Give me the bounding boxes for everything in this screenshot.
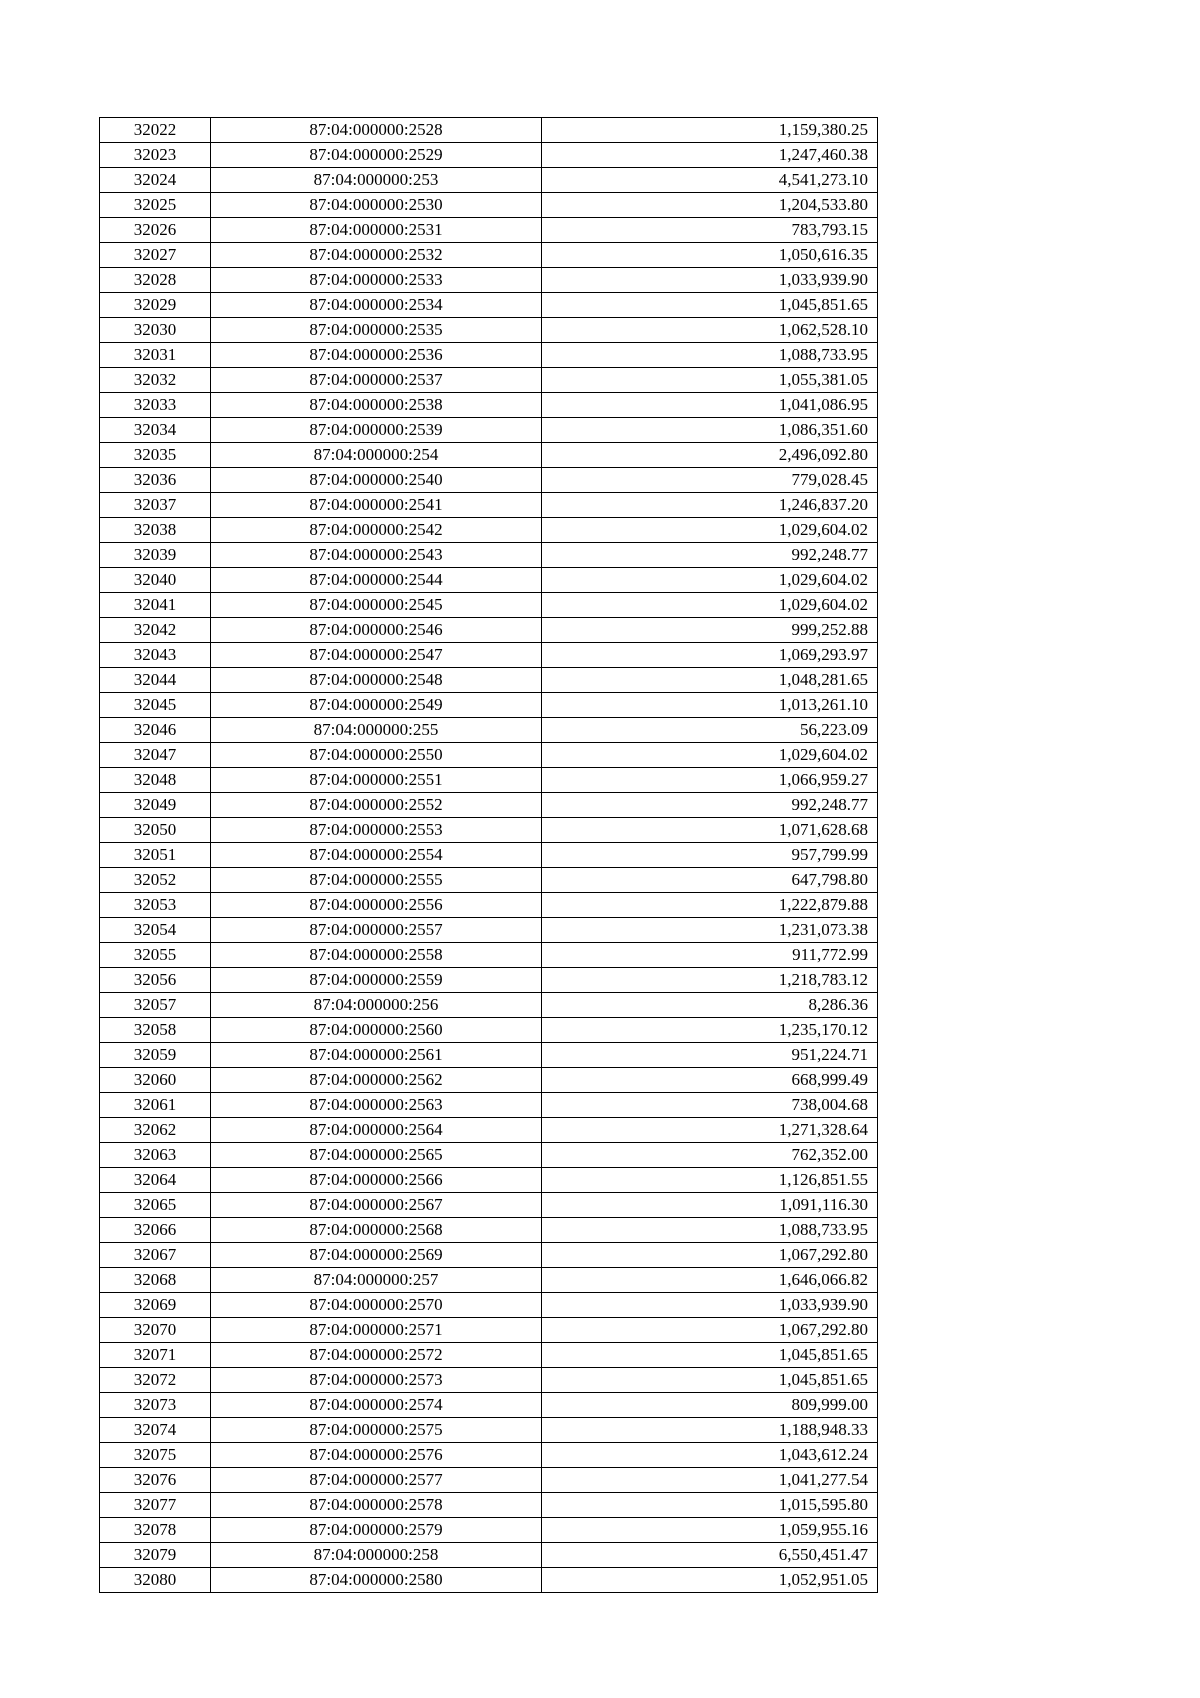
- row-number-cell: 32057: [100, 993, 211, 1018]
- cadastral-number-cell: 87:04:000000:2559: [211, 968, 542, 993]
- table-row: [100, 1418, 878, 1443]
- row-number-cell: 32037: [100, 493, 211, 518]
- cadastral-number-cell: 87:04:000000:256: [211, 993, 542, 1018]
- value-cell: 1,222,879.88: [542, 893, 878, 918]
- row-number-cell: 32041: [100, 593, 211, 618]
- row-number-cell: 32038: [100, 518, 211, 543]
- value-cell: 1,088,733.95: [542, 1218, 878, 1243]
- value-cell: 1,188,948.33: [542, 1418, 878, 1443]
- value-cell: 1,048,281.65: [542, 668, 878, 693]
- value-cell: 1,045,851.65: [542, 1343, 878, 1368]
- row-number-cell: 32075: [100, 1443, 211, 1468]
- row-number-cell: 32073: [100, 1393, 211, 1418]
- row-number-cell: 32062: [100, 1118, 211, 1143]
- table-row: [100, 268, 878, 293]
- table-row: [100, 1343, 878, 1368]
- cadastral-number-cell: 87:04:000000:2580: [211, 1568, 542, 1593]
- table-row: [100, 218, 878, 243]
- row-number-cell: 32045: [100, 693, 211, 718]
- value-cell: 1,033,939.90: [542, 268, 878, 293]
- cadastral-number-cell: 87:04:000000:2540: [211, 468, 542, 493]
- cadastral-number-cell: 87:04:000000:2547: [211, 643, 542, 668]
- value-cell: 6,550,451.47: [542, 1543, 878, 1568]
- cadastral-number-cell: 87:04:000000:2545: [211, 593, 542, 618]
- row-number-cell: 32044: [100, 668, 211, 693]
- cadastral-number-cell: 87:04:000000:2570: [211, 1293, 542, 1318]
- value-cell: 1,041,086.95: [542, 393, 878, 418]
- row-number-cell: 32036: [100, 468, 211, 493]
- cadastral-number-cell: 87:04:000000:2542: [211, 518, 542, 543]
- row-number-cell: 32043: [100, 643, 211, 668]
- row-number-cell: 32076: [100, 1468, 211, 1493]
- value-cell: 1,126,851.55: [542, 1168, 878, 1193]
- cadastral-number-cell: 87:04:000000:2578: [211, 1493, 542, 1518]
- row-number-cell: 32040: [100, 568, 211, 593]
- table-row: [100, 393, 878, 418]
- row-number-cell: 32032: [100, 368, 211, 393]
- table-row: [100, 193, 878, 218]
- table-row: [100, 143, 878, 168]
- cadastral-number-cell: 87:04:000000:2539: [211, 418, 542, 443]
- cadastral-number-cell: 87:04:000000:2548: [211, 668, 542, 693]
- cadastral-number-cell: 87:04:000000:258: [211, 1543, 542, 1568]
- row-number-cell: 32078: [100, 1518, 211, 1543]
- row-number-cell: 32060: [100, 1068, 211, 1093]
- table-row: [100, 768, 878, 793]
- row-number-cell: 32068: [100, 1268, 211, 1293]
- value-cell: 647,798.80: [542, 868, 878, 893]
- row-number-cell: 32070: [100, 1318, 211, 1343]
- cadastral-number-cell: 87:04:000000:2535: [211, 318, 542, 343]
- table-row: [100, 1293, 878, 1318]
- row-number-cell: 32063: [100, 1143, 211, 1168]
- value-cell: 1,045,851.65: [542, 1368, 878, 1393]
- cadastral-number-cell: 87:04:000000:2555: [211, 868, 542, 893]
- row-number-cell: 32056: [100, 968, 211, 993]
- value-cell: 1,050,616.35: [542, 243, 878, 268]
- table-row: [100, 1443, 878, 1468]
- value-cell: 992,248.77: [542, 793, 878, 818]
- cadastral-number-cell: 87:04:000000:257: [211, 1268, 542, 1293]
- cadastral-number-cell: 87:04:000000:2528: [211, 118, 542, 143]
- table-row: [100, 243, 878, 268]
- table-row: [100, 693, 878, 718]
- table-row: [100, 793, 878, 818]
- table-row: [100, 843, 878, 868]
- table-row: [100, 1318, 878, 1343]
- value-cell: 1,646,066.82: [542, 1268, 878, 1293]
- value-cell: 1,218,783.12: [542, 968, 878, 993]
- cadastral-number-cell: 87:04:000000:2536: [211, 343, 542, 368]
- cadastral-number-cell: 87:04:000000:2565: [211, 1143, 542, 1168]
- value-cell: 738,004.68: [542, 1093, 878, 1118]
- row-number-cell: 32023: [100, 143, 211, 168]
- value-cell: 1,052,951.05: [542, 1568, 878, 1593]
- table-row: [100, 443, 878, 468]
- row-number-cell: 32022: [100, 118, 211, 143]
- value-cell: 4,541,273.10: [542, 168, 878, 193]
- cadastral-number-cell: 87:04:000000:2573: [211, 1368, 542, 1393]
- value-cell: 999,252.88: [542, 618, 878, 643]
- value-cell: 762,352.00: [542, 1143, 878, 1168]
- cadastral-number-cell: 87:04:000000:2541: [211, 493, 542, 518]
- cadastral-number-cell: 87:04:000000:2549: [211, 693, 542, 718]
- value-cell: 1,088,733.95: [542, 343, 878, 368]
- table-row: [100, 368, 878, 393]
- value-cell: 56,223.09: [542, 718, 878, 743]
- value-cell: 1,029,604.02: [542, 593, 878, 618]
- value-cell: 1,059,955.16: [542, 1518, 878, 1543]
- row-number-cell: 32071: [100, 1343, 211, 1368]
- cadastral-number-cell: 87:04:000000:2562: [211, 1068, 542, 1093]
- value-cell: 779,028.45: [542, 468, 878, 493]
- row-number-cell: 32069: [100, 1293, 211, 1318]
- cadastral-number-cell: 87:04:000000:2534: [211, 293, 542, 318]
- value-cell: 992,248.77: [542, 543, 878, 568]
- table-row: [100, 1093, 878, 1118]
- value-cell: 1,013,261.10: [542, 693, 878, 718]
- table-row: [100, 1543, 878, 1568]
- cadastral-number-cell: 87:04:000000:2558: [211, 943, 542, 968]
- table-row: [100, 343, 878, 368]
- table-row: [100, 643, 878, 668]
- cadastral-number-cell: 87:04:000000:2556: [211, 893, 542, 918]
- table-row: [100, 293, 878, 318]
- cadastral-number-cell: 87:04:000000:2557: [211, 918, 542, 943]
- row-number-cell: 32049: [100, 793, 211, 818]
- value-cell: 1,247,460.38: [542, 143, 878, 168]
- table-body: [100, 118, 878, 1593]
- cadastral-number-cell: 87:04:000000:2543: [211, 543, 542, 568]
- row-number-cell: 32051: [100, 843, 211, 868]
- table-row: [100, 1168, 878, 1193]
- table-row: [100, 118, 878, 143]
- value-cell: 1,271,328.64: [542, 1118, 878, 1143]
- row-number-cell: 32077: [100, 1493, 211, 1518]
- table-row: [100, 943, 878, 968]
- value-cell: 1,015,595.80: [542, 1493, 878, 1518]
- table-row: [100, 1018, 878, 1043]
- value-cell: 1,231,073.38: [542, 918, 878, 943]
- table-row: [100, 1043, 878, 1068]
- table-row: [100, 1368, 878, 1393]
- value-cell: 1,055,381.05: [542, 368, 878, 393]
- cadastral-number-cell: 87:04:000000:2533: [211, 268, 542, 293]
- row-number-cell: 32074: [100, 1418, 211, 1443]
- value-cell: 1,086,351.60: [542, 418, 878, 443]
- cadastral-number-cell: 87:04:000000:253: [211, 168, 542, 193]
- row-number-cell: 32035: [100, 443, 211, 468]
- table-row: [100, 418, 878, 443]
- value-cell: 1,062,528.10: [542, 318, 878, 343]
- table-row: [100, 968, 878, 993]
- row-number-cell: 32026: [100, 218, 211, 243]
- value-cell: 1,204,533.80: [542, 193, 878, 218]
- row-number-cell: 32025: [100, 193, 211, 218]
- value-cell: 1,067,292.80: [542, 1318, 878, 1343]
- table-row: [100, 543, 878, 568]
- value-cell: 2,496,092.80: [542, 443, 878, 468]
- cadastral-number-cell: 87:04:000000:254: [211, 443, 542, 468]
- cadastral-number-cell: 87:04:000000:2569: [211, 1243, 542, 1268]
- cadastral-number-cell: 87:04:000000:2564: [211, 1118, 542, 1143]
- row-number-cell: 32052: [100, 868, 211, 893]
- value-cell: 1,235,170.12: [542, 1018, 878, 1043]
- row-number-cell: 32028: [100, 268, 211, 293]
- table-row: [100, 318, 878, 343]
- row-number-cell: 32048: [100, 768, 211, 793]
- value-cell: 1,029,604.02: [542, 568, 878, 593]
- row-number-cell: 32080: [100, 1568, 211, 1593]
- table-row: [100, 1268, 878, 1293]
- row-number-cell: 32029: [100, 293, 211, 318]
- cadastral-number-cell: 87:04:000000:2537: [211, 368, 542, 393]
- table-row: [100, 593, 878, 618]
- row-number-cell: 32067: [100, 1243, 211, 1268]
- value-cell: 1,067,292.80: [542, 1243, 878, 1268]
- table-row: [100, 168, 878, 193]
- table-row: [100, 1468, 878, 1493]
- value-cell: 1,066,959.27: [542, 768, 878, 793]
- row-number-cell: 32064: [100, 1168, 211, 1193]
- value-cell: 8,286.36: [542, 993, 878, 1018]
- table-row: [100, 1118, 878, 1143]
- row-number-cell: 32027: [100, 243, 211, 268]
- row-number-cell: 32042: [100, 618, 211, 643]
- table-row: [100, 1193, 878, 1218]
- cadastral-number-cell: 87:04:000000:2568: [211, 1218, 542, 1243]
- row-number-cell: 32030: [100, 318, 211, 343]
- row-number-cell: 32046: [100, 718, 211, 743]
- table-row: [100, 668, 878, 693]
- table-row: [100, 718, 878, 743]
- cadastral-number-cell: 87:04:000000:2553: [211, 818, 542, 843]
- table-row: [100, 1393, 878, 1418]
- value-cell: 957,799.99: [542, 843, 878, 868]
- cadastral-number-cell: 87:04:000000:2561: [211, 1043, 542, 1068]
- cadastral-number-cell: 87:04:000000:2529: [211, 143, 542, 168]
- table-row: [100, 1568, 878, 1593]
- table-row: [100, 1218, 878, 1243]
- row-number-cell: 32072: [100, 1368, 211, 1393]
- cadastral-number-cell: 87:04:000000:2560: [211, 1018, 542, 1043]
- cadastral-number-cell: 87:04:000000:2576: [211, 1443, 542, 1468]
- table-row: [100, 468, 878, 493]
- cadastral-number-cell: 87:04:000000:2532: [211, 243, 542, 268]
- cadastral-number-cell: 87:04:000000:2574: [211, 1393, 542, 1418]
- value-cell: 809,999.00: [542, 1393, 878, 1418]
- cadastral-number-cell: 87:04:000000:2550: [211, 743, 542, 768]
- row-number-cell: 32059: [100, 1043, 211, 1068]
- row-number-cell: 32054: [100, 918, 211, 943]
- cadastral-number-cell: 87:04:000000:2571: [211, 1318, 542, 1343]
- row-number-cell: 32031: [100, 343, 211, 368]
- row-number-cell: 32039: [100, 543, 211, 568]
- table-row: [100, 493, 878, 518]
- row-number-cell: 32079: [100, 1543, 211, 1568]
- cadastral-number-cell: 87:04:000000:2567: [211, 1193, 542, 1218]
- value-cell: 783,793.15: [542, 218, 878, 243]
- table-row: [100, 1518, 878, 1543]
- row-number-cell: 32024: [100, 168, 211, 193]
- cadastral-number-cell: 87:04:000000:2554: [211, 843, 542, 868]
- row-number-cell: 32066: [100, 1218, 211, 1243]
- table-row: [100, 568, 878, 593]
- cadastral-number-cell: 87:04:000000:255: [211, 718, 542, 743]
- table-row: [100, 743, 878, 768]
- table-row: [100, 1068, 878, 1093]
- row-number-cell: 32033: [100, 393, 211, 418]
- table-row: [100, 1243, 878, 1268]
- value-cell: 1,029,604.02: [542, 743, 878, 768]
- cadastral-number-cell: 87:04:000000:2530: [211, 193, 542, 218]
- table-row: [100, 618, 878, 643]
- value-cell: 1,091,116.30: [542, 1193, 878, 1218]
- row-number-cell: 32053: [100, 893, 211, 918]
- row-number-cell: 32065: [100, 1193, 211, 1218]
- table-row: [100, 893, 878, 918]
- cadastral-number-cell: 87:04:000000:2563: [211, 1093, 542, 1118]
- value-cell: 1,071,628.68: [542, 818, 878, 843]
- cadastral-number-cell: 87:04:000000:2544: [211, 568, 542, 593]
- cadastral-number-cell: 87:04:000000:2546: [211, 618, 542, 643]
- value-cell: 1,246,837.20: [542, 493, 878, 518]
- value-cell: 1,041,277.54: [542, 1468, 878, 1493]
- cadastral-number-cell: 87:04:000000:2531: [211, 218, 542, 243]
- cadastral-number-cell: 87:04:000000:2575: [211, 1418, 542, 1443]
- value-cell: 911,772.99: [542, 943, 878, 968]
- cadastral-number-cell: 87:04:000000:2577: [211, 1468, 542, 1493]
- cadastral-number-cell: 87:04:000000:2538: [211, 393, 542, 418]
- value-cell: 951,224.71: [542, 1043, 878, 1068]
- row-number-cell: 32055: [100, 943, 211, 968]
- value-cell: 668,999.49: [542, 1068, 878, 1093]
- cadastral-number-cell: 87:04:000000:2566: [211, 1168, 542, 1193]
- value-cell: 1,029,604.02: [542, 518, 878, 543]
- value-cell: 1,033,939.90: [542, 1293, 878, 1318]
- cadastral-number-cell: 87:04:000000:2572: [211, 1343, 542, 1368]
- row-number-cell: 32058: [100, 1018, 211, 1043]
- row-number-cell: 32034: [100, 418, 211, 443]
- value-cell: 1,159,380.25: [542, 118, 878, 143]
- value-cell: 1,043,612.24: [542, 1443, 878, 1468]
- value-cell: 1,045,851.65: [542, 293, 878, 318]
- table-row: [100, 1493, 878, 1518]
- cadastral-number-cell: 87:04:000000:2552: [211, 793, 542, 818]
- row-number-cell: 32061: [100, 1093, 211, 1118]
- table-row: [100, 818, 878, 843]
- cadastral-number-cell: 87:04:000000:2579: [211, 1518, 542, 1543]
- row-number-cell: 32047: [100, 743, 211, 768]
- cadastral-number-cell: 87:04:000000:2551: [211, 768, 542, 793]
- table-row: [100, 993, 878, 1018]
- value-cell: 1,069,293.97: [542, 643, 878, 668]
- table-row: [100, 518, 878, 543]
- data-table: [99, 117, 878, 1593]
- table-row: [100, 868, 878, 893]
- table-row: [100, 1143, 878, 1168]
- row-number-cell: 32050: [100, 818, 211, 843]
- table-row: [100, 918, 878, 943]
